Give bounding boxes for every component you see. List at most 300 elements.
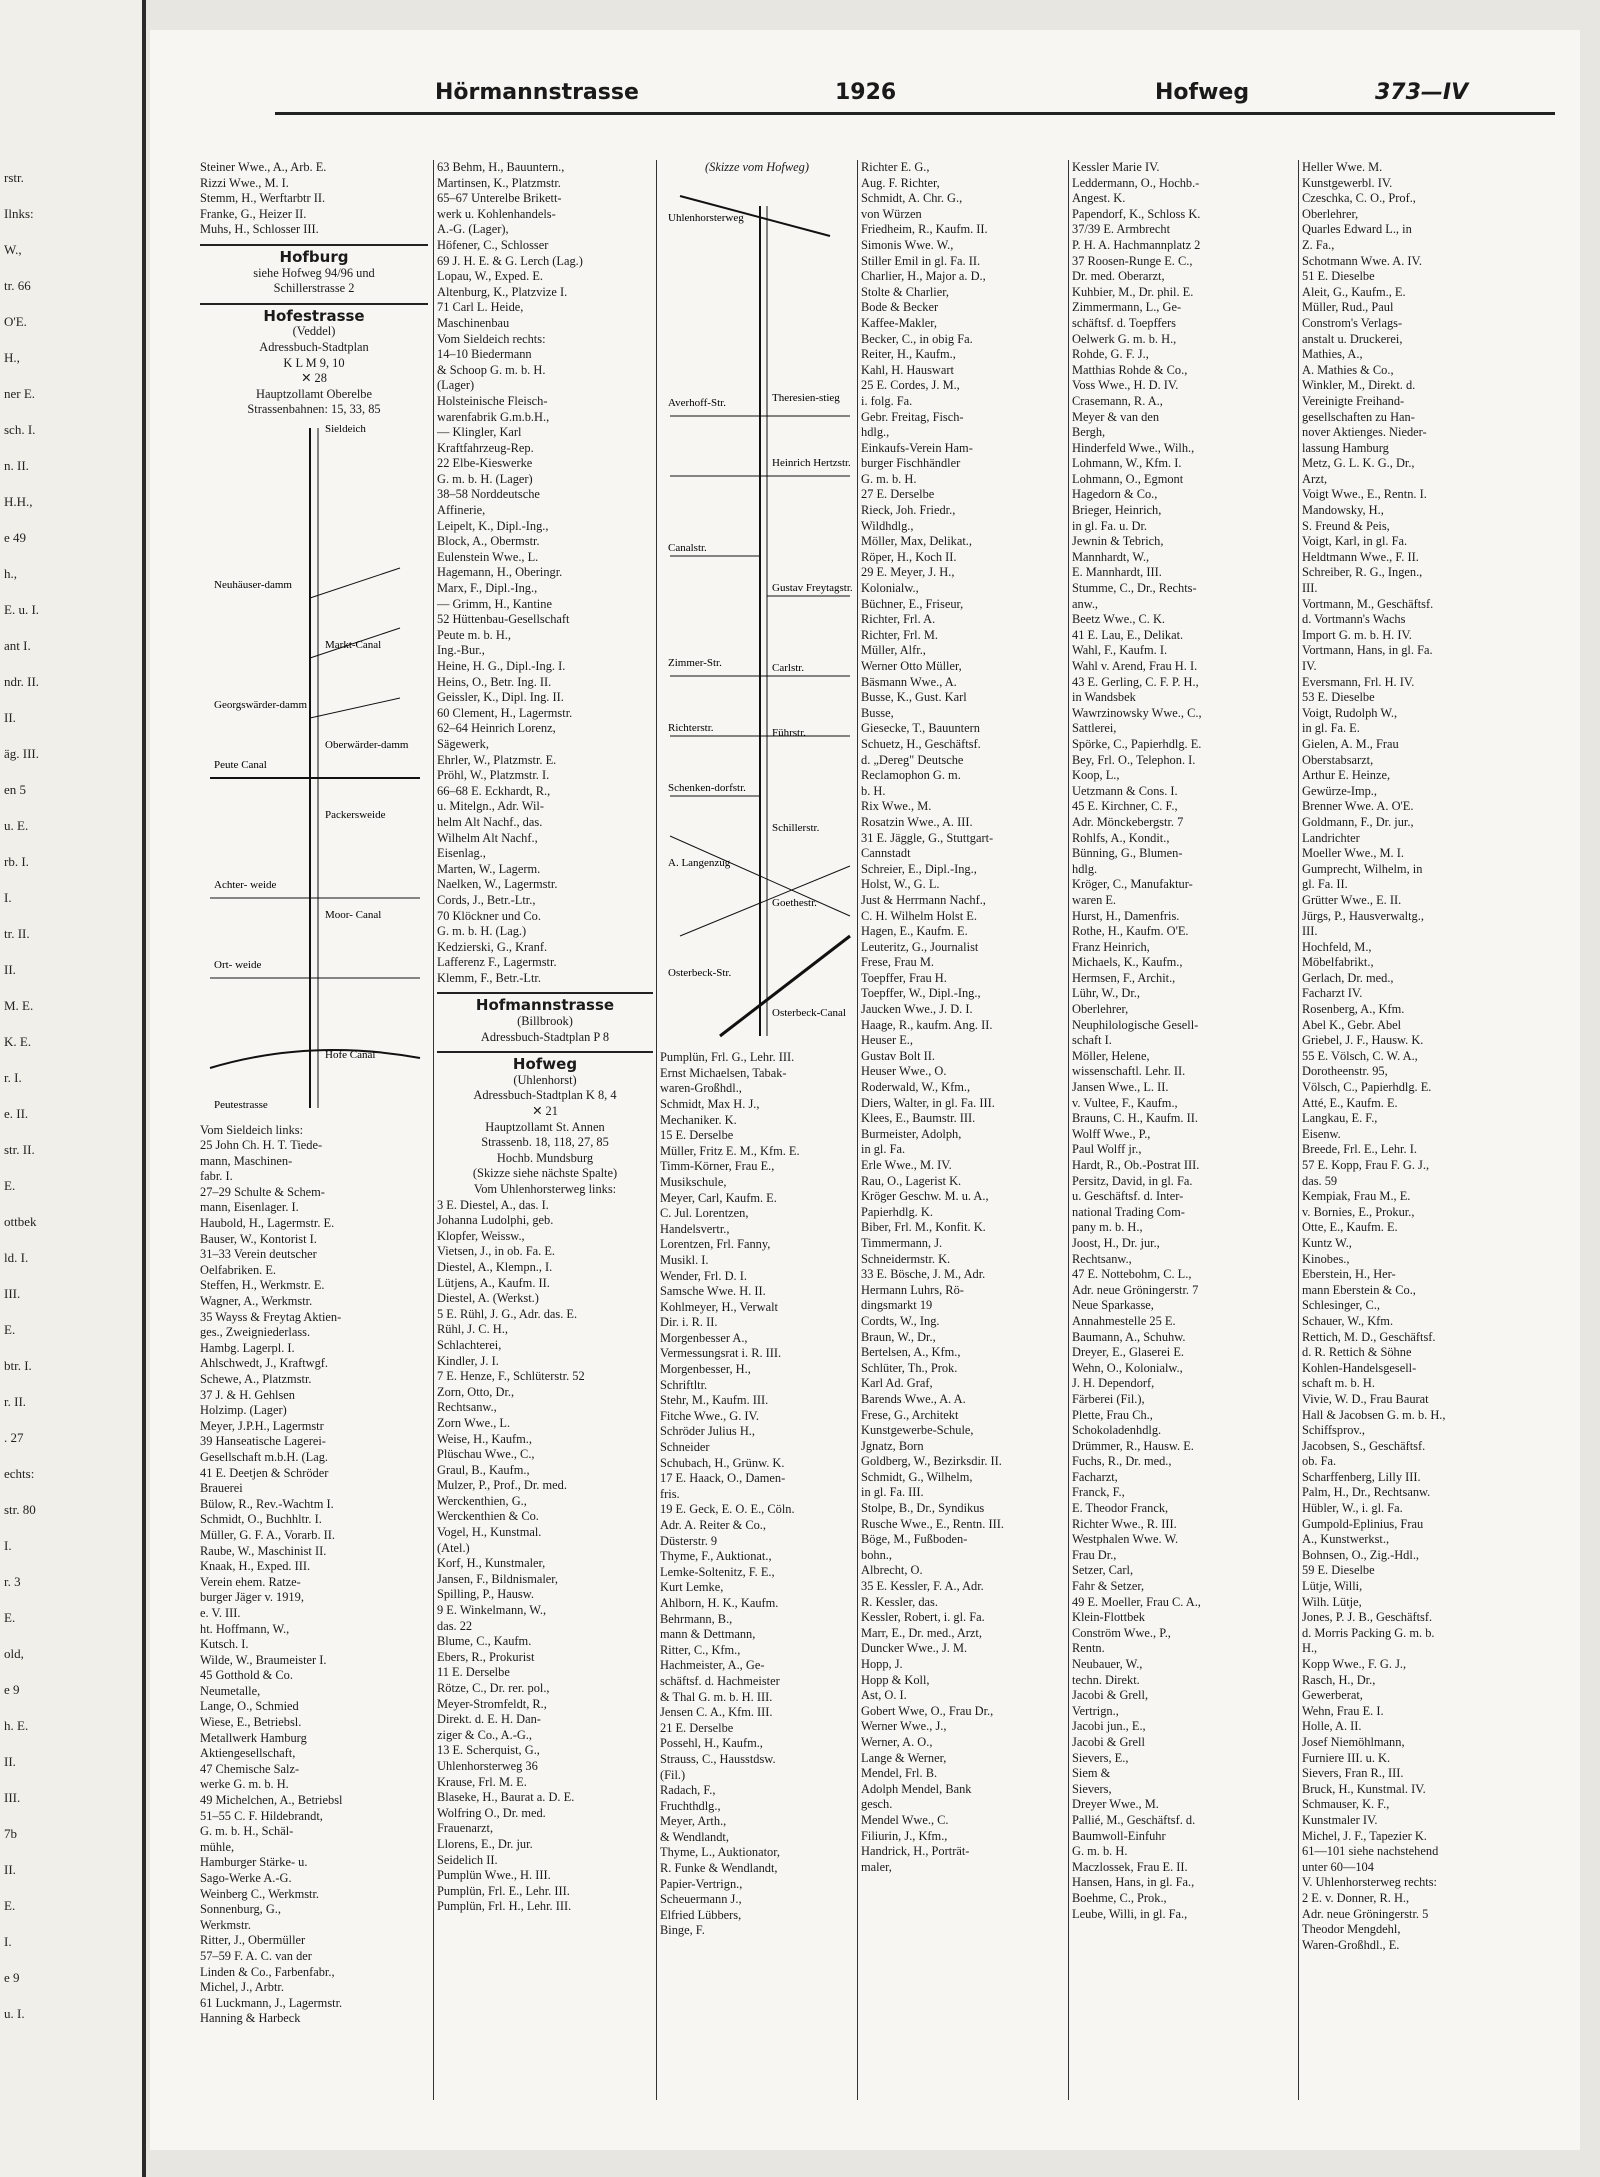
previous-page-text-fragment: H.H., xyxy=(4,494,33,509)
directory-entry: S. Freund & Peis, xyxy=(1302,518,1390,533)
directory-entry: Barends Wwe., A. A. xyxy=(861,1391,966,1406)
directory-entry: 57–59 F. A. C. van der xyxy=(200,1948,312,1963)
street-info-line: Schillerstrasse 2 xyxy=(273,281,355,296)
previous-page-text-fragment: u. I. xyxy=(4,2006,25,2021)
directory-entry: Möbelfabrikt., xyxy=(1302,955,1374,970)
directory-entry: Hübler, W., i. gl. Fa. xyxy=(1302,1501,1403,1516)
directory-entry: mann, Maschinen- xyxy=(200,1153,293,1168)
directory-entry: Lange & Werner, xyxy=(861,1750,947,1765)
left-running-title: Hörmannstrasse xyxy=(435,80,639,105)
directory-entry: Jacobsen, S., Geschäftsf. xyxy=(1302,1438,1426,1453)
directory-entry: Annahmestelle 25 E. xyxy=(1072,1313,1176,1328)
directory-entry: Hanning & Harbeck xyxy=(200,2011,301,2026)
directory-entry: d. R. Rettich & Söhne xyxy=(1302,1345,1412,1360)
previous-page-text-fragment: echts: xyxy=(4,1466,35,1481)
directory-entry: Böge, M., Fußboden- xyxy=(861,1532,968,1547)
map-street-label: Schenken-dorfstr. xyxy=(668,781,746,794)
directory-entry: Dr. med. Oberarzt, xyxy=(1072,269,1165,284)
directory-entry: Franck, F., xyxy=(1072,1485,1125,1500)
directory-entry: national Trading Com- xyxy=(1072,1204,1185,1219)
directory-entry: 39 Hanseatische Lagerei- xyxy=(200,1434,326,1449)
directory-entry: 47 Chemische Salz- xyxy=(200,1761,300,1776)
directory-entry: Franke, G., Heizer II. xyxy=(200,206,307,221)
directory-entry: Hurst, H., Damenfris. xyxy=(1072,908,1180,923)
column-divider xyxy=(1298,160,1299,2100)
directory-entry: Uhlenhorsterweg 36 xyxy=(437,1758,538,1773)
directory-entry: Hambg. Lagerpl. I. xyxy=(200,1340,295,1355)
directory-entry: Just & Herrmann Nachf., xyxy=(861,892,986,907)
directory-entry: Rusche Wwe., E., Rentn. III. xyxy=(861,1516,1004,1531)
directory-entry: Oelfabriken. E. xyxy=(200,1262,277,1277)
previous-page-text-fragment: en 5 xyxy=(4,782,27,797)
directory-entry: Geissler, K., Dipl. Ing. II. xyxy=(437,690,564,705)
directory-entry: in gl. Fa. III. xyxy=(861,1485,924,1500)
street-info-line: Strassenbahnen: 15, 33, 85 xyxy=(247,402,381,417)
directory-entry: Rothe, H., Kaufm. O'E. xyxy=(1072,924,1189,939)
directory-entry: 13 E. Scherquist, G., xyxy=(437,1743,540,1758)
directory-entry: 19 E. Geck, E. O. E., Cöln. xyxy=(660,1502,795,1517)
previous-page-text-fragment: Ilnks: xyxy=(4,206,34,221)
directory-entry: Pumplün, Frl. G., Lehr. III. xyxy=(660,1050,795,1065)
directory-entry: Bode & Becker xyxy=(861,300,939,315)
directory-entry: Steffen, H., Werkmstr. E. xyxy=(200,1278,325,1293)
directory-entry: Dorotheenstr. 95, xyxy=(1302,1064,1388,1079)
directory-entry: Schmidt, A. Chr. G., xyxy=(861,191,963,206)
directory-entry: 37 J. & H. Gehlsen xyxy=(200,1387,295,1402)
directory-entry: 22 Elbe-Kieswerke xyxy=(437,456,533,471)
directory-entry: Hall & Jacobsen G. m. b. H., xyxy=(1302,1407,1446,1422)
directory-entry: Schuetz, H., Geschäftsf. xyxy=(861,736,981,751)
directory-entry: Jones, P. J. B., Geschäftsf. xyxy=(1302,1610,1433,1625)
directory-entry: Kaffee-Makler, xyxy=(861,315,937,330)
directory-entry: (Lager) xyxy=(437,378,475,393)
map-street-label: Averhoff-Str. xyxy=(668,396,726,409)
directory-entry: Quarles Edward L., in xyxy=(1302,222,1412,237)
previous-page-text-fragment: 7b xyxy=(4,1826,17,1841)
directory-entry: Kraftfahrzeug-Rep. xyxy=(437,440,534,455)
directory-entry: maler, xyxy=(861,1859,892,1874)
map-caption: (Skizze vom Hofweg) xyxy=(705,160,809,174)
street-info-line: Adressbuch-Stadtplan xyxy=(259,339,369,354)
directory-entry: 51–55 C. F. Hildebrandt, xyxy=(200,1808,323,1823)
directory-entry: Eberstein, H., Her- xyxy=(1302,1267,1396,1282)
directory-entry: Z. Fa., xyxy=(1302,237,1335,252)
directory-entry: 5 E. Rühl, J. G., Adr. das. E. xyxy=(437,1306,578,1321)
column-2 xyxy=(437,160,653,1915)
directory-entry: Handelsvertr., xyxy=(660,1221,730,1236)
directory-entry: Kessler Marie IV. xyxy=(1072,160,1160,174)
directory-entry: dingsmarkt 19 xyxy=(861,1298,933,1313)
directory-entry: Rau, O., Lagerist K. xyxy=(861,1173,962,1188)
previous-page-text-fragment: äg. III. xyxy=(4,746,40,761)
directory-entry: Möller, Helene, xyxy=(1072,1048,1150,1063)
directory-entry: Pumplün, Frl. H., Lehr. III. xyxy=(437,1899,572,1914)
directory-entry: fris. xyxy=(660,1486,680,1501)
directory-entry: Marr, E., Dr. med., Arzt, xyxy=(861,1625,982,1640)
previous-page-text-fragment: M. E. xyxy=(4,998,34,1013)
directory-entry: Angest. K. xyxy=(1072,191,1126,206)
directory-entry: Baumwoll-Einfuhr xyxy=(1072,1828,1166,1843)
directory-entry: Kahl, H. Hauswart xyxy=(861,362,954,377)
directory-entry: Wilde, W., Braumeister I. xyxy=(200,1652,327,1667)
directory-entry: Block, A., Obermstr. xyxy=(437,534,540,549)
directory-entry: Simonis Wwe. W., xyxy=(861,237,954,252)
directory-entry: P. H. A. Hachmannplatz 2 xyxy=(1072,237,1201,252)
directory-entry: Oberstabsarzt, xyxy=(1302,752,1374,767)
directory-entry: Metallwerk Hamburg xyxy=(200,1730,307,1745)
directory-entry: Mannhardt, W., xyxy=(1072,549,1150,564)
diagram-street-label: Georgswärder-damm xyxy=(214,698,308,711)
previous-page-text-fragment: E. xyxy=(4,1322,16,1337)
directory-entry: Karl Ad. Graf, xyxy=(861,1376,933,1391)
directory-entry: Winkler, M., Direkt. d. xyxy=(1302,378,1416,393)
directory-entry: schaft m. b. H. xyxy=(1302,1376,1375,1391)
directory-entry: 41 E. Lau, E., Delikat. xyxy=(1072,627,1184,642)
directory-entry: Richter, Frl. A. xyxy=(861,612,936,627)
directory-entry: Blume, C., Kaufm. xyxy=(437,1634,532,1649)
directory-entry: ziger & Co., A.-G., xyxy=(437,1727,532,1742)
previous-page-text-fragment: sch. I. xyxy=(4,422,36,437)
directory-entry: Llorens, E., Dr. jur. xyxy=(437,1836,533,1851)
directory-entry: 43 E. Gerling, C. F. P. H., xyxy=(1072,674,1199,689)
directory-entry: Dreyer, E., Glaserei E. xyxy=(1072,1345,1184,1360)
directory-entry: Neue Sparkasse, xyxy=(1072,1298,1154,1313)
directory-entry: Franz Heinrich, xyxy=(1072,939,1150,954)
directory-entry: 3 E. Diestel, A., das. I. xyxy=(437,1197,549,1212)
directory-entry: Muhs, H., Schlosser III. xyxy=(200,222,319,237)
directory-entry: Frese, G., Architekt xyxy=(861,1407,959,1422)
directory-entry: 69 J. H. E. & G. Lerch (Lag.) xyxy=(437,253,583,268)
directory-entry: mühle, xyxy=(200,1839,235,1854)
diagram-street-label: Markt-Canal xyxy=(325,638,382,651)
directory-entry: Palm, H., Dr., Rechtsanw. xyxy=(1302,1485,1431,1500)
previous-page-text-fragment: E. xyxy=(4,1610,16,1625)
directory-entry: Binge, F. xyxy=(660,1923,705,1938)
directory-entry: Sievers, Fran R., III. xyxy=(1302,1766,1404,1781)
directory-entry: Jensen C. A., Kfm. III. xyxy=(660,1705,773,1720)
directory-entry: Einkaufs-Verein Ham- xyxy=(861,440,973,455)
directory-entry: 49 E. Moeller, Frau C. A., xyxy=(1072,1594,1201,1609)
directory-entry: Vietsen, J., in ob. Fa. E. xyxy=(437,1244,555,1259)
directory-entry: Rohlfs, A., Kondit., xyxy=(1072,830,1170,845)
directory-entry: — Klingler, Karl xyxy=(437,425,522,440)
directory-entry: H., xyxy=(1302,1641,1318,1656)
directory-entry: werke G. m. b. H. xyxy=(200,1777,289,1792)
directory-entry: Peute m. b. H., xyxy=(437,627,511,642)
hofestrasse-street-diagram xyxy=(200,418,428,1118)
directory-entry: Aktiengesellschaft, xyxy=(200,1746,296,1761)
directory-entry: 71 Carl L. Heide, xyxy=(437,300,524,315)
previous-page-text-fragment: O'E. xyxy=(4,314,27,329)
directory-entry: Cannstadt xyxy=(861,846,911,861)
directory-entry: Holzimp. (Lager) xyxy=(200,1403,287,1418)
directory-entry: Schreier, E., Dipl.-Ing., xyxy=(861,861,977,876)
directory-entry: Mechaniker. K. xyxy=(660,1112,737,1127)
directory-entry: 53 E. Dieselbe xyxy=(1302,690,1375,705)
map-street-label: Richterstr. xyxy=(668,721,714,734)
directory-entry: Kröger Geschw. M. u. A., xyxy=(861,1189,989,1204)
directory-entry: 33 E. Bösche, J. M., Adr. xyxy=(861,1267,986,1282)
map-street-label: Carlstr. xyxy=(772,661,805,674)
diagram-street-label: Sieldeich xyxy=(325,422,366,435)
directory-entry: Moeller Wwe., M. I. xyxy=(1302,846,1404,861)
directory-entry: Stehr, M., Kaufm. III. xyxy=(660,1393,769,1408)
directory-entry: Rizzi Wwe., M. I. xyxy=(200,175,289,190)
directory-entry: Dir. i. R. II. xyxy=(660,1315,718,1330)
directory-entry: Wahl v. Arend, Frau H. I. xyxy=(1072,659,1198,673)
directory-entry: Hagemann, H., Oberingr. xyxy=(437,565,563,580)
directory-entry: Spilling, P., Hausw. xyxy=(437,1587,534,1602)
directory-entry: 7 E. Henze, F., Schlüterstr. 52 xyxy=(437,1369,585,1384)
directory-entry: A. Mathies & Co., xyxy=(1302,362,1394,377)
directory-entry: Langkau, E. F., xyxy=(1302,1111,1378,1126)
directory-entry: 15 E. Derselbe xyxy=(660,1128,734,1143)
previous-page-text-fragment: e. II. xyxy=(4,1106,29,1121)
directory-entry: Kinobes., xyxy=(1302,1251,1350,1266)
directory-entry: d. „Dereg" Deutsche xyxy=(861,752,964,767)
directory-entry: Mendel, Frl. B. xyxy=(861,1766,938,1781)
directory-entry: Werckenthien, G., xyxy=(437,1493,527,1508)
directory-entry: Müller, G. F. A., Vorarb. II. xyxy=(200,1527,336,1542)
section-heading-hofestrasse: Hofestrasse xyxy=(200,303,428,325)
directory-entry: Rix Wwe., M. xyxy=(861,799,932,814)
directory-entry: gesellschaften zu Han- xyxy=(1302,409,1415,424)
directory-entry: Papier-Vertrign., xyxy=(660,1876,743,1891)
street-info-line: Strassenb. 18, 118, 27, 85 xyxy=(481,1135,609,1150)
directory-entry: Wawrzinowsky Wwe., C., xyxy=(1072,705,1202,720)
directory-entry: Kessler, Robert, i. gl. Fa. xyxy=(861,1610,985,1625)
directory-entry: Josef Niemöhlmann, xyxy=(1302,1734,1405,1749)
directory-entry: 29 E. Meyer, J. H., xyxy=(861,565,955,580)
directory-entry: lassung Hamburg xyxy=(1302,440,1389,455)
directory-entry: Schmidt, G., Wilhelm, xyxy=(861,1469,973,1484)
directory-entry: Plüschau Wwe., C., xyxy=(437,1447,535,1462)
directory-entry: 11 E. Derselbe xyxy=(437,1665,510,1680)
directory-entry: Schmidt, Max H. J., xyxy=(660,1096,760,1111)
directory-entry: Schneidermstr. K. xyxy=(861,1251,951,1266)
directory-entry: Timmermann, J. xyxy=(861,1235,943,1250)
directory-entry: (Atel.) xyxy=(437,1540,470,1555)
directory-entry: Ebers, R., Prokurist xyxy=(437,1649,535,1664)
directory-entry: Oelwerk G. m. b. H., xyxy=(1072,331,1177,346)
directory-entry: Giesecke, T., Bauuntern xyxy=(861,721,980,736)
previous-page-text-fragment: I. xyxy=(4,890,12,905)
directory-entry: 25 E. Cordes, J. M., xyxy=(861,378,960,393)
directory-entry: Samsche Wwe. H. II. xyxy=(660,1284,766,1299)
directory-entry: Bauser, W., Kontorist I. xyxy=(200,1231,317,1246)
directory-entry: Neuphilologische Gesell- xyxy=(1072,1017,1199,1032)
directory-entry: mann, Eisenlager. I. xyxy=(200,1200,299,1215)
street-info-line: ✕ 28 xyxy=(301,371,327,386)
directory-entry: Morgenbesser A., xyxy=(660,1330,748,1345)
directory-entry: Sievers, xyxy=(1072,1781,1112,1796)
directory-entry: nover Aktienges. Nieder- xyxy=(1302,425,1427,440)
previous-page-text-fragment: n. II. xyxy=(4,458,29,473)
directory-entry: Krause, Frl. M. E. xyxy=(437,1774,527,1789)
directory-entry: R. Funke & Wendlandt, xyxy=(660,1861,778,1876)
directory-entry: Lemke-Soltenitz, F. E., xyxy=(660,1564,775,1579)
directory-entry: Jacobi & Grell, xyxy=(1072,1688,1149,1703)
directory-entry: Brauerei xyxy=(200,1481,243,1496)
directory-entry: Rosatzin Wwe., A. III. xyxy=(861,814,973,829)
directory-entry: Höfener, C., Schlosser xyxy=(437,237,549,252)
directory-entry: Schokoladenhdlg. xyxy=(1072,1423,1162,1438)
directory-entry: Wilhelm Alt Nachf., xyxy=(437,830,538,845)
directory-entry: Schlachterei, xyxy=(437,1337,502,1352)
previous-page-text-fragment: ner E. xyxy=(4,386,36,401)
directory-entry: Behrmann, B., xyxy=(660,1611,733,1626)
directory-entry: waren E. xyxy=(1072,892,1117,907)
directory-entry: Atté, E., Kaufm. E. xyxy=(1302,1095,1398,1110)
previous-page-text-fragment: II. xyxy=(4,1862,16,1877)
directory-entry: 66–68 E. Eckhardt, R., xyxy=(437,783,551,798)
directory-entry: Goldmann, F., Dr. jur., xyxy=(1302,814,1414,829)
directory-entry: Conström Wwe., P., xyxy=(1072,1625,1171,1640)
directory-entry: Timm-Körner, Frau E., xyxy=(660,1159,775,1174)
directory-entry: Bey, Frl. O., Telephon. I. xyxy=(1072,752,1196,767)
directory-entry: Rohde, G. F. J., xyxy=(1072,347,1149,362)
directory-entry: Kuhbier, M., Dr. phil. E. xyxy=(1072,284,1194,299)
directory-entry: Jacobi & Grell xyxy=(1072,1734,1145,1749)
directory-entry: Musikschule, xyxy=(660,1174,727,1189)
directory-entry: Leddermann, O., Hochb.- xyxy=(1072,175,1200,190)
directory-entry: 17 E. Haack, O., Damen- xyxy=(660,1471,786,1486)
directory-entry: Lütjens, A., Kaufm. II. xyxy=(437,1275,550,1290)
directory-entry: Altenburg, K., Platzvize I. xyxy=(437,284,568,299)
directory-entry: Stiller Emil in gl. Fa. II. xyxy=(861,253,981,268)
directory-entry: Naelken, W., Lagermstr. xyxy=(437,877,558,892)
previous-page-text-fragment: u. E. xyxy=(4,818,29,833)
directory-entry: Kohlmeyer, H., Verwalt xyxy=(660,1299,778,1314)
previous-page-text-fragment: r. II. xyxy=(4,1394,27,1409)
street-info-line: K L M 9, 10 xyxy=(283,355,345,370)
previous-page-text-fragment: r. I. xyxy=(4,1070,22,1085)
previous-page-text-fragment: H., xyxy=(4,350,20,365)
directory-entry: Korf, H., Kunstmaler, xyxy=(437,1556,546,1571)
directory-entry: Uetzmann & Cons. I. xyxy=(1072,783,1178,798)
directory-entry: Pumplün Wwe., H. III. xyxy=(437,1868,551,1883)
directory-entry: Filiurin, J., Kfm., xyxy=(861,1828,948,1843)
directory-entry: Johanna Ludolphi, geb. xyxy=(437,1213,554,1228)
diagram-street-label: Peute Canal xyxy=(214,758,267,771)
directory-entry: Röper, H., Koch II. xyxy=(861,549,957,564)
directory-entry: Hagedorn & Co., xyxy=(1072,487,1158,502)
previous-page-text-fragment: II. xyxy=(4,710,16,725)
directory-entry: Pumplün, Frl. E., Lehr. III. xyxy=(437,1883,570,1898)
directory-entry: Meyer, Arth., xyxy=(660,1814,727,1829)
directory-entry: Toepffer, W., Dipl.-Ing., xyxy=(861,986,981,1001)
directory-entry: anstalt u. Druckerei, xyxy=(1302,331,1403,346)
year-heading: 1926 xyxy=(835,80,897,105)
directory-entry: wissenschaftl. Lehr. II. xyxy=(1072,1064,1186,1079)
directory-entry: Brenner Wwe. A. O'E. xyxy=(1302,799,1414,814)
directory-entry: Weinberg C., Werkmstr. xyxy=(200,1886,320,1901)
directory-entry: Schewe, A., Platzmstr. xyxy=(200,1372,312,1386)
directory-entry: Fruchthdlg., xyxy=(660,1798,721,1813)
previous-page-text-fragment: I. xyxy=(4,1538,12,1553)
directory-entry: Wolff Wwe., P., xyxy=(1072,1126,1151,1141)
directory-entry: Kedzierski, G., Kranf. xyxy=(437,939,548,954)
directory-entry: Thyme, L., Auktionator, xyxy=(660,1845,780,1860)
directory-entry: anw., xyxy=(1072,596,1099,611)
directory-entry: Dreyer Wwe., M. xyxy=(1072,1797,1159,1812)
directory-entry: Strauss, C., Hausstdsw. xyxy=(660,1751,776,1766)
directory-entry: Setzer, Carl, xyxy=(1072,1563,1134,1578)
directory-entry: in gl. Fa. u. Dr. xyxy=(1072,518,1148,533)
directory-entry: Ing.-Bur., xyxy=(437,643,485,658)
previous-page-text-fragment: ant I. xyxy=(4,638,31,653)
previous-page-text-fragment: rstr. xyxy=(4,170,24,185)
directory-entry: 25 John Ch. H. T. Tiede- xyxy=(200,1138,323,1153)
directory-entry: Müller, Alfr., xyxy=(861,643,926,658)
directory-entry: C. H. Wilhelm Holst E. xyxy=(861,908,977,923)
diagram-street-label: Moor- Canal xyxy=(325,908,382,921)
directory-entry: Waren-Großhdl., E. xyxy=(1302,1937,1400,1952)
directory-entry: 62–64 Heinrich Lorenz, xyxy=(437,721,556,736)
directory-entry: schäftsf. d. Hachmeister xyxy=(660,1673,780,1688)
directory-entry: Bäsmann Wwe., A. xyxy=(861,674,957,689)
directory-entry: Kurt Lemke, xyxy=(660,1580,724,1595)
directory-entry: ht. Hoffmann, W., xyxy=(200,1621,290,1636)
map-street-label: Uhlenhorsterweg xyxy=(668,211,744,224)
map-street-label: Heinrich Hertzstr. xyxy=(772,456,851,469)
directory-entry: Schröder Julius H., xyxy=(660,1424,755,1439)
directory-entry: Brieger, Heinrich, xyxy=(1072,503,1162,518)
column-divider xyxy=(857,160,858,2100)
directory-entry: Maschinenbau xyxy=(437,315,510,330)
directory-entry: Koop, L., xyxy=(1072,768,1120,783)
directory-entry: Schlüter, Th., Prok. xyxy=(861,1360,958,1375)
directory-entry: Reclamophon G. m. xyxy=(861,768,961,783)
directory-entry: Michel, J., Arbtr. xyxy=(200,1980,284,1995)
directory-entry: Meyer & van den xyxy=(1072,409,1160,424)
directory-entry: Ahlschwedt, J., Kraftwgf. xyxy=(200,1356,329,1371)
directory-entry: fabr. I. xyxy=(200,1169,233,1184)
directory-entry: helm Alt Nachf., das. xyxy=(437,814,543,829)
directory-entry: Arthur E. Heinze, xyxy=(1302,768,1391,783)
directory-entry: Affinerie, xyxy=(437,503,486,518)
directory-entry: Gewürze-Imp., xyxy=(1302,783,1377,798)
directory-entry: Richter, Frl. M. xyxy=(861,627,938,642)
previous-page-text-fragment: e 9 xyxy=(4,1682,20,1697)
directory-entry: Seidelich II. xyxy=(437,1852,498,1867)
directory-entry: Leipelt, K., Dipl.-Ing., xyxy=(437,518,549,533)
directory-entry: Thyme, F., Auktionat., xyxy=(660,1549,772,1564)
directory-entry: Kohlen-Handelsgesell- xyxy=(1302,1360,1417,1375)
directory-entry: R. Kessler, das. xyxy=(861,1594,938,1609)
directory-entry: in gl. Fa. xyxy=(861,1142,906,1157)
street-info-line: Adressbuch-Stadtplan P 8 xyxy=(480,1029,610,1044)
directory-entry: III. xyxy=(1302,581,1318,596)
previous-page-text-fragment: E. xyxy=(4,1178,16,1193)
directory-entry: Kunstgewerbl. IV. xyxy=(1302,175,1393,190)
directory-entry: Haage, R., kaufm. Ang. II. xyxy=(861,1017,993,1032)
directory-entry: 57 E. Kopp, Frau F. G. J., xyxy=(1302,1158,1430,1172)
previous-page-text-fragment: ld. I. xyxy=(4,1250,29,1265)
diagram-street-label: Ort- weide xyxy=(214,958,262,971)
hofweg-sketch-map xyxy=(660,176,854,1046)
directory-entry: Graul, B., Kaufm., xyxy=(437,1462,530,1477)
directory-entry: Kuntz W., xyxy=(1302,1235,1352,1250)
previous-page-text-fragment: ottbek xyxy=(4,1214,37,1229)
directory-entry: Vertrign., xyxy=(1072,1703,1119,1718)
directory-entry: Müller, Fritz E. M., Kfm. E. xyxy=(660,1143,800,1158)
directory-entry: Brauns, C. H., Kaufm. II. xyxy=(1072,1111,1198,1126)
directory-entry: Hopp & Koll, xyxy=(861,1672,930,1687)
directory-entry: Schmidt, O., Buchhltr. I. xyxy=(200,1512,322,1527)
diagram-street-label: Oberwärder-damm xyxy=(325,738,409,751)
directory-entry: Klein-Flottbek xyxy=(1072,1610,1145,1625)
